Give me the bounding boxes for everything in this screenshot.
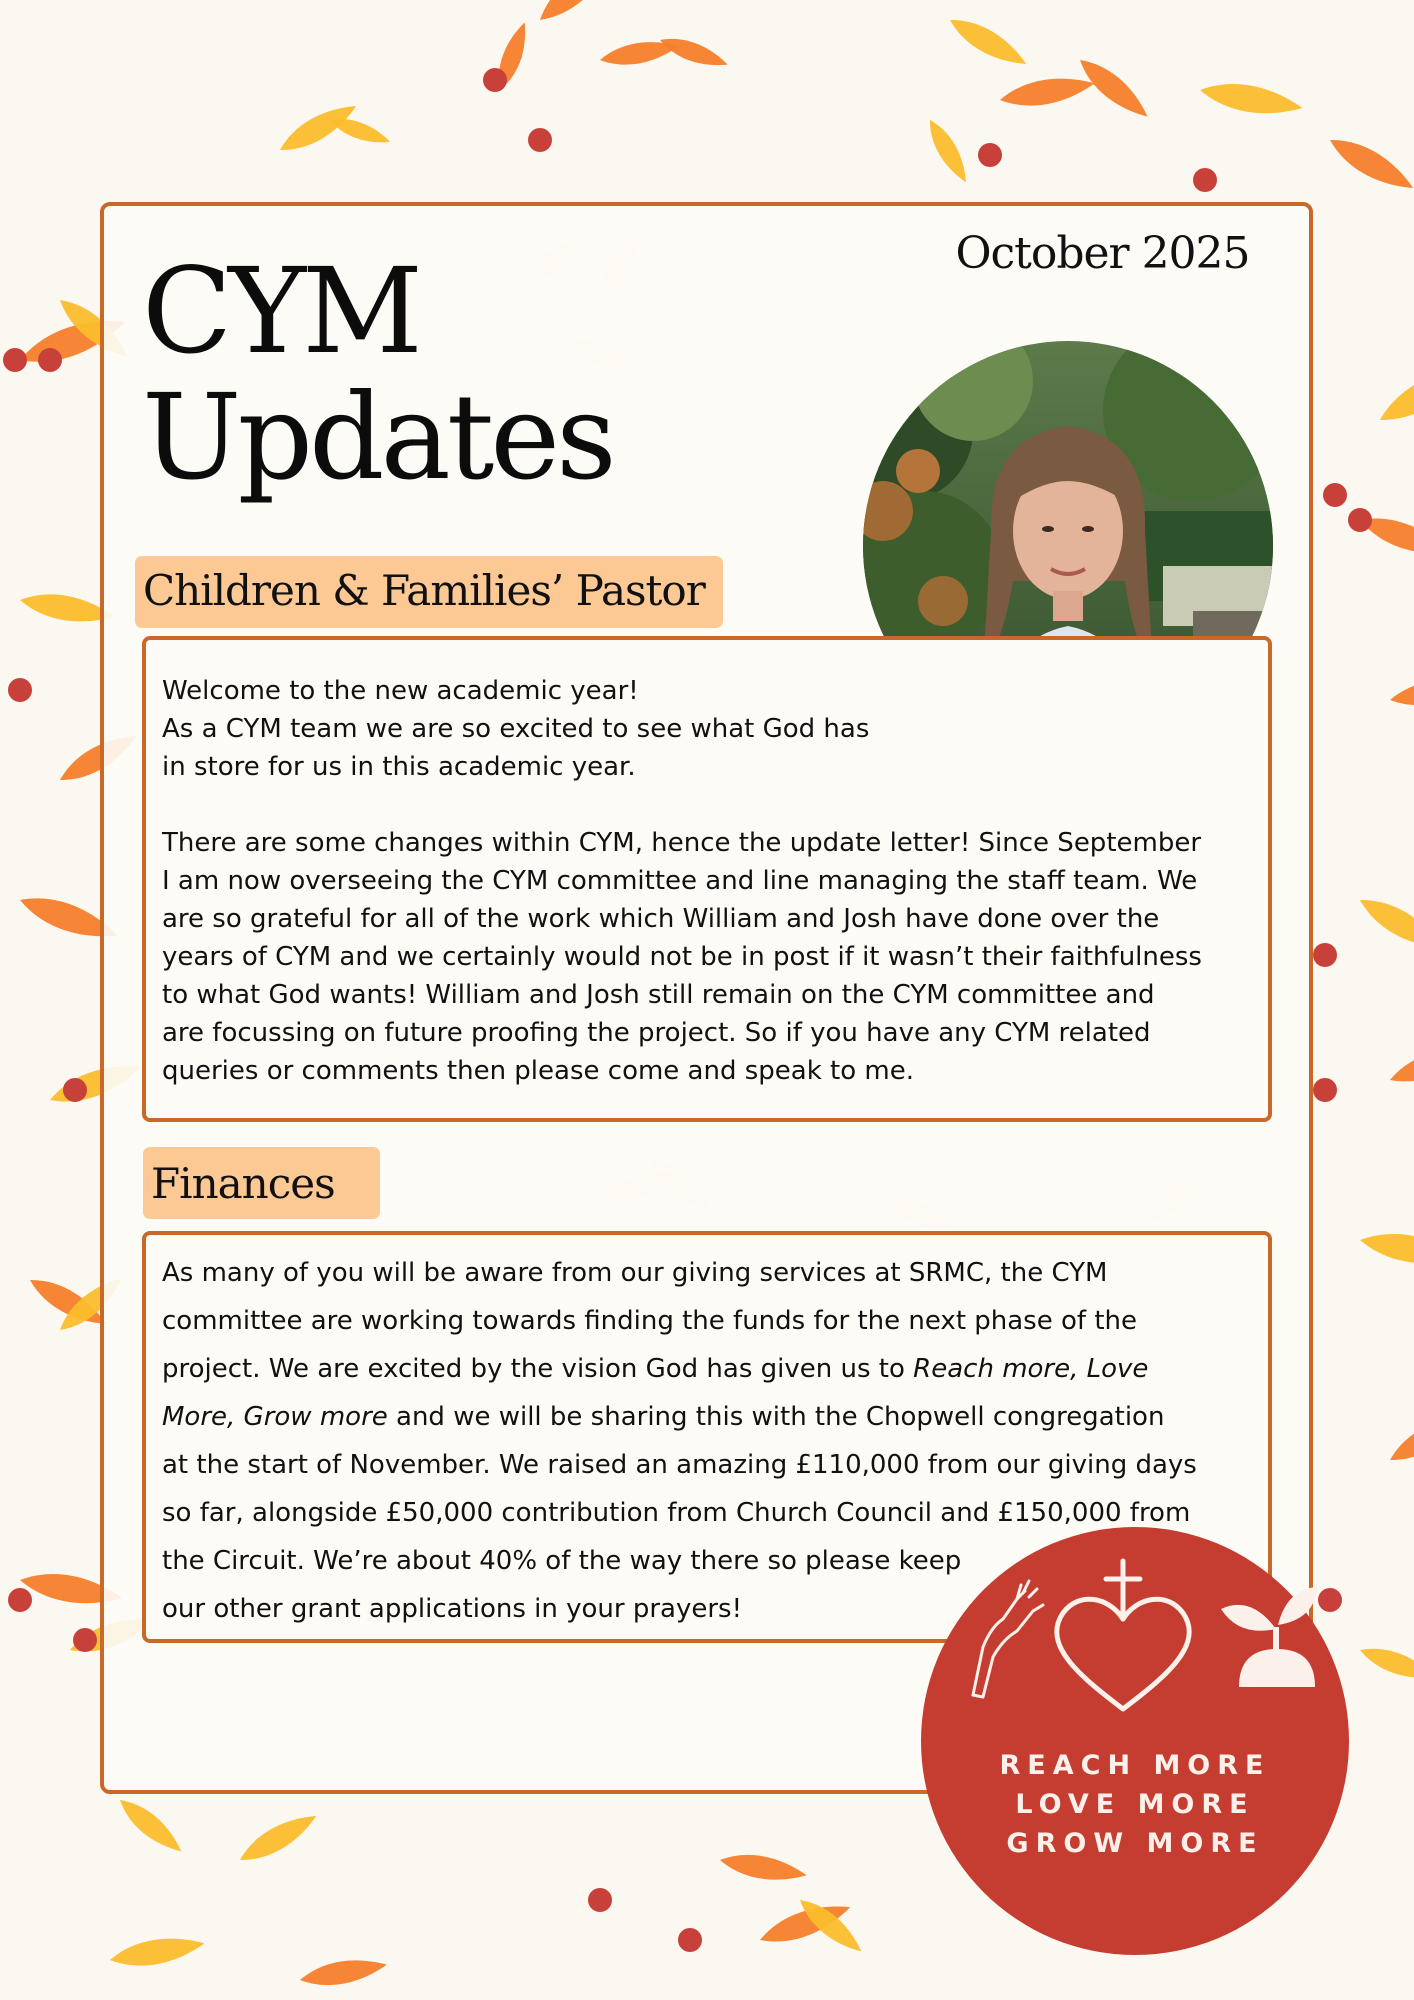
vision-phrase: Reach more, Love xyxy=(913,1354,1149,1384)
finances-text: and we will be sharing this with the Chopwell congregation xyxy=(387,1402,1165,1432)
berry-shape xyxy=(1313,1078,1337,1102)
leaf-shape xyxy=(298,1954,389,1991)
title-line-2: Updates xyxy=(142,368,613,506)
berry-shape xyxy=(1313,943,1337,967)
leaf-shape xyxy=(1358,1227,1414,1271)
finances-line: the Circuit. We’re about 40% of the way there so please keep xyxy=(162,1546,962,1576)
finances-section-heading: Finances xyxy=(143,1147,380,1219)
finances-line: so far, alongside £50,000 contribution from Church Council and £150,000 from xyxy=(162,1498,1191,1528)
leaf-shape xyxy=(1357,1640,1414,1686)
leaf-shape xyxy=(113,1792,187,1859)
title-line-1: CYM xyxy=(142,242,420,380)
seedling-icon xyxy=(1221,1587,1317,1687)
leaf-shape xyxy=(1384,1406,1414,1469)
heart-icon xyxy=(1057,1599,1189,1709)
pastor-section-box xyxy=(142,636,1272,1122)
berry-shape xyxy=(8,1588,32,1612)
leaf-shape xyxy=(1198,77,1305,121)
berry-shape xyxy=(8,678,32,702)
leaf-shape xyxy=(1386,1039,1414,1090)
pastor-welcome-paragraph: Welcome to the new academic year! As a CYM team we are so excited to see what God has in store for us in this academic year. xyxy=(162,676,870,782)
leaf-shape xyxy=(998,71,1097,112)
berry-shape xyxy=(588,1888,612,1912)
vision-badge xyxy=(921,1527,1349,1955)
leaf-shape xyxy=(1373,357,1414,432)
berry-shape xyxy=(483,68,507,92)
finances-line xyxy=(162,1345,1258,1393)
page-title xyxy=(142,242,613,506)
finances-line: at the start of November. We raised an amazing £110,000 from our giving days xyxy=(162,1450,1197,1480)
berry-shape xyxy=(63,1078,87,1102)
berry-shape xyxy=(1348,508,1372,532)
berry-shape xyxy=(978,143,1002,167)
badge-grow-more: GROW MORE xyxy=(1006,1828,1264,1859)
leaf-shape xyxy=(1324,129,1414,198)
leaf-shape xyxy=(944,10,1031,73)
finances-text: project. We are excited by the vision God has given us to xyxy=(162,1354,914,1384)
leaf-shape xyxy=(234,1806,321,1869)
raised-hand-icon xyxy=(973,1581,1043,1697)
leaf-shape xyxy=(718,1849,809,1886)
finances-line xyxy=(162,1393,1258,1441)
finances-line: our other grant applications in your prayers! xyxy=(162,1594,743,1624)
berry-shape xyxy=(1323,483,1347,507)
pastor-section-heading: Children & Families’ Pastor xyxy=(135,556,723,628)
finances-line: As many of you will be aware from our giving services at SRMC, the CYM xyxy=(162,1258,1108,1288)
leaf-shape xyxy=(1354,889,1414,958)
leaf-shape xyxy=(1388,674,1414,711)
leaf-shape xyxy=(922,115,974,186)
berry-shape xyxy=(678,1928,702,1952)
cross-icon xyxy=(1106,1561,1140,1619)
berry-shape xyxy=(3,348,27,372)
leaf-shape xyxy=(532,0,621,29)
berry-shape xyxy=(1193,168,1217,192)
berry-shape xyxy=(73,1628,97,1652)
finances-line: committee are working towards finding the funds for the next phase of the xyxy=(162,1306,1137,1336)
vision-phrase: More, Grow more xyxy=(162,1402,388,1432)
berry-shape xyxy=(38,348,62,372)
leaf-shape xyxy=(108,1931,207,1972)
badge-reach-more: REACH MORE xyxy=(999,1750,1271,1781)
issue-date: October 2025 xyxy=(955,228,1250,279)
badge-love-more: LOVE MORE xyxy=(1015,1789,1255,1820)
berry-shape xyxy=(528,128,552,152)
pastor-changes-paragraph: There are some changes within CYM, hence the update letter! Since September I am now overseeing the CYM committee and line managing the staff team. We are so grateful for all of the work which William and Josh have done over the years of CYM and we certainly would not be in post if it wasn’t their faithfulness to what God wants! William and Josh still remain on the CYM committee and are focussing on future proofing the project. So if you have any CYM related queries or comments then please come and speak to me. xyxy=(162,828,1202,1086)
